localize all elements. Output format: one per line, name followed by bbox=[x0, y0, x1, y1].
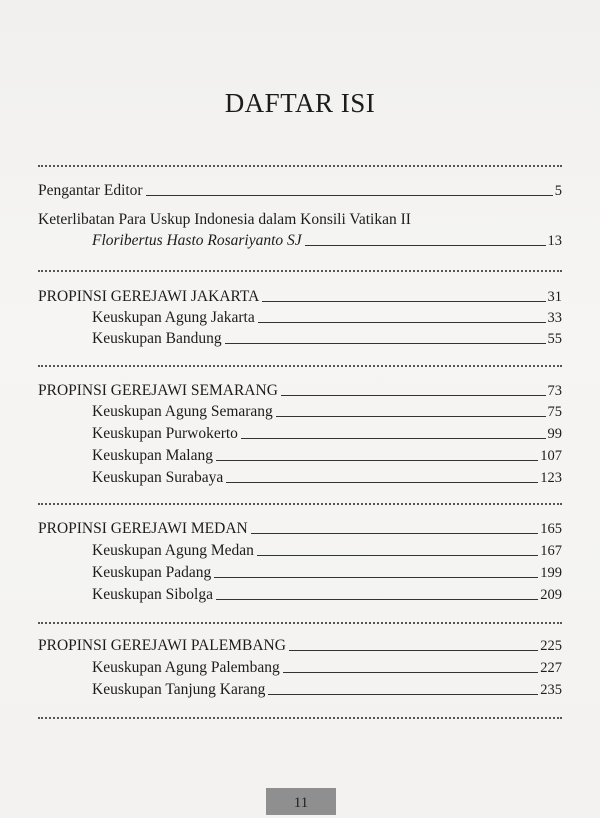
toc-page-number: 165 bbox=[540, 521, 562, 537]
toc-entry-medan-2 bbox=[92, 585, 562, 605]
dotted-divider bbox=[38, 165, 562, 167]
toc-section-label: PROPINSI GEREJAWI PALEMBANG bbox=[38, 637, 286, 654]
toc-entry-jakarta-1 bbox=[92, 329, 562, 349]
leader-line bbox=[146, 195, 553, 196]
toc-page-number: 225 bbox=[540, 638, 562, 654]
leader-line bbox=[268, 694, 538, 695]
toc-entry-label: Keuskupan Agung Semarang bbox=[92, 403, 273, 420]
leader-line bbox=[216, 599, 538, 600]
toc-entry-label: Keuskupan Surabaya bbox=[92, 469, 224, 486]
leader-line bbox=[214, 577, 538, 578]
toc-section-label: PROPINSI GEREJAWI MEDAN bbox=[38, 520, 248, 537]
toc-page-number: 55 bbox=[547, 331, 562, 347]
toc-entry-palembang-1 bbox=[92, 680, 562, 700]
toc-entry-medan-1 bbox=[92, 563, 562, 583]
toc-entry-medan-0 bbox=[92, 541, 562, 561]
toc-page-number: 167 bbox=[540, 543, 562, 559]
leader-line bbox=[281, 395, 546, 396]
toc-page-number: 31 bbox=[547, 289, 562, 305]
toc-entry-label: Keuskupan Malang bbox=[92, 447, 213, 464]
toc-page-number: 73 bbox=[547, 383, 562, 399]
toc-page-number: 209 bbox=[540, 587, 562, 603]
toc-section-medan bbox=[38, 519, 562, 539]
toc-entry-label: Keuskupan Agung Palembang bbox=[92, 659, 280, 676]
toc-page-number: 99 bbox=[547, 426, 562, 442]
dotted-divider bbox=[38, 622, 562, 624]
leader-line bbox=[226, 482, 538, 483]
page-number-tab: 11 bbox=[266, 788, 336, 815]
leader-line bbox=[283, 672, 539, 673]
toc-section-label: PROPINSI GEREJAWI JAKARTA bbox=[38, 288, 260, 305]
leader-line bbox=[216, 460, 538, 461]
toc-entry-semarang-3 bbox=[92, 468, 562, 488]
toc-page-number: 107 bbox=[540, 448, 562, 464]
toc-entry-pengantar bbox=[38, 181, 562, 201]
toc-entry-semarang-2 bbox=[92, 446, 562, 466]
toc-entry-semarang-1 bbox=[92, 424, 562, 444]
toc-page-number: 75 bbox=[547, 404, 562, 420]
toc-entry-label: Keuskupan Agung Jakarta bbox=[92, 309, 255, 326]
toc-entry-author: Floribertus Hasto Rosariyanto SJ bbox=[92, 232, 302, 249]
toc-entry-label: Keuskupan Bandung bbox=[92, 330, 222, 347]
toc-page-number: 235 bbox=[540, 682, 562, 698]
leader-line bbox=[241, 438, 546, 439]
dotted-divider bbox=[38, 503, 562, 505]
toc-entry-label: Keuskupan Padang bbox=[92, 564, 212, 581]
toc-page-number: 13 bbox=[547, 233, 562, 249]
dotted-divider bbox=[38, 365, 562, 367]
toc-entry-jakarta-0 bbox=[92, 308, 562, 328]
toc-page-number: 123 bbox=[540, 470, 562, 486]
dotted-divider bbox=[38, 270, 562, 272]
toc-entry-label: Keuskupan Purwokerto bbox=[92, 425, 238, 442]
toc-entry-label: Pengantar Editor bbox=[38, 182, 143, 199]
toc-entry-keterlibatan-title: Keterlibatan Para Uskup Indonesia dalam Konsili Vatikan II bbox=[38, 211, 411, 228]
leader-line bbox=[276, 416, 546, 417]
toc-page-number: 227 bbox=[540, 660, 562, 676]
toc-section-palembang bbox=[38, 636, 562, 656]
toc-entry-semarang-0 bbox=[92, 402, 562, 422]
leader-line bbox=[258, 322, 546, 323]
toc-entry-label: Keuskupan Tanjung Karang bbox=[92, 681, 266, 698]
toc-entry-palembang-0 bbox=[92, 658, 562, 678]
toc-page-number: 199 bbox=[540, 565, 562, 581]
leader-line bbox=[305, 245, 546, 246]
leader-line bbox=[225, 343, 546, 344]
toc-section-label: PROPINSI GEREJAWI SEMARANG bbox=[38, 382, 278, 399]
toc-section-jakarta bbox=[38, 287, 562, 307]
toc-entry-keterlibatan-author bbox=[92, 231, 562, 251]
toc-entry-label: Keuskupan Sibolga bbox=[92, 586, 213, 603]
toc-section-semarang bbox=[38, 381, 562, 401]
leader-line bbox=[257, 555, 538, 556]
leader-line bbox=[251, 533, 539, 534]
page-title: DAFTAR ISI bbox=[224, 88, 376, 118]
leader-line bbox=[262, 301, 545, 302]
toc-entry-label: Keuskupan Agung Medan bbox=[92, 542, 254, 559]
toc-page-number: 5 bbox=[554, 183, 562, 199]
leader-line bbox=[289, 650, 538, 651]
toc-page-number: 33 bbox=[547, 310, 562, 326]
dotted-divider bbox=[38, 717, 562, 719]
